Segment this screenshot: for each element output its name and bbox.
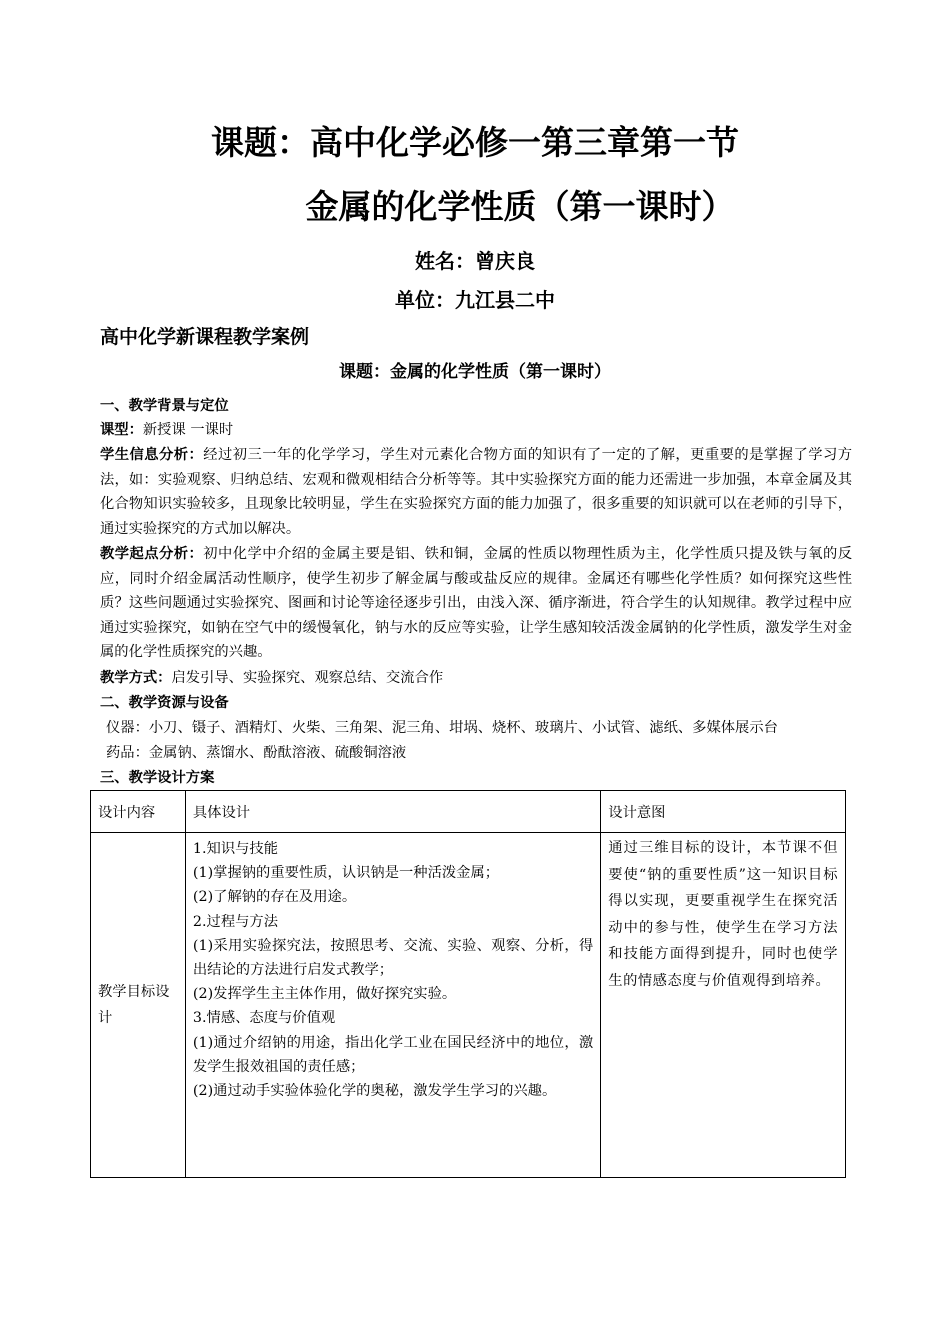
goal-item: (1)采用实验探究法，按照思考、交流、实验、观察、分析，得出结论的方法进行启发式教学； xyxy=(192,937,594,979)
starting-point-analysis xyxy=(100,542,852,665)
starting-point-label: 教学起点分析： xyxy=(100,546,204,562)
teaching-method-text: 启发引导、实验探究、观察总结、交流合作 xyxy=(171,670,444,686)
section1-heading: 一、教学背景与定位 xyxy=(100,398,229,414)
document-title-line2: 金属的化学性质（第一课时） xyxy=(305,187,735,226)
goal-item: 1.知识与技能 xyxy=(192,841,279,857)
student-analysis xyxy=(100,443,852,541)
table-row xyxy=(91,833,846,1178)
table-header-row xyxy=(91,791,846,833)
lesson-type xyxy=(100,418,852,443)
teaching-method-label: 教学方式： xyxy=(100,670,172,686)
goal-item: (2)发挥学生主主体作用，做好探究实验。 xyxy=(192,986,457,1003)
goal-item: (2)了解钠的存在及用途。 xyxy=(192,889,357,906)
goal-items xyxy=(185,833,600,1178)
teaching-method xyxy=(100,666,852,691)
goal-item: (1)掌握钠的重要性质，认识钠是一种活泼金属； xyxy=(192,865,500,882)
goal-item: (1)通过介绍钠的用途，指出化学工业在国民经济中的地位，激发学生报效祖国的责任感； xyxy=(192,1034,594,1075)
goal-item: 2.过程与方法 xyxy=(192,913,279,930)
lesson-title: 课题：金属的化学性质（第一课时） xyxy=(339,362,611,382)
header-specific-design: 具体设计 xyxy=(185,791,600,833)
instruments-list: 仪器：小刀、镊子、酒精灯、火柴、三角架、泥三角、坩埚、烧杯、玻璃片、小试管、滤纸、多媒体展示台 xyxy=(106,720,778,736)
goal-item: (2)通过动手实验体验化学的奥秘，激发学生学习的兴趣。 xyxy=(192,1083,557,1100)
goal-item: 3.情感、态度与价值观 xyxy=(192,1010,336,1027)
lesson-type-label: 课型： xyxy=(100,422,143,438)
student-analysis-label: 学生信息分析： xyxy=(100,447,204,463)
author-name: 姓名：曾庆良 xyxy=(415,249,535,273)
header-design-intent: 设计意图 xyxy=(601,791,846,833)
document-title-line1: 课题：高中化学必修一第三章第一节 xyxy=(211,123,739,162)
chemicals-list: 药品：金属钠、蒸馏水、酚酞溶液、硫酸铜溶液 xyxy=(106,745,407,761)
section3-heading: 三、教学设计方案 xyxy=(100,770,215,786)
section2-heading: 二、教学资源与设备 xyxy=(100,695,229,711)
author-unit: 单位：九江县二中 xyxy=(395,288,555,312)
starting-point-text: 初中化学中介绍的金属主要是铝、铁和铜，金属的性质以物理性质为主，化学性质只提及铁与氧的反应，同时介绍金属活动性顺序，使学生初步了解金属与酸或盐反应的规律。金属还有哪些化学性质？如何探究这些性质？这些问题通过实验探究、图画和讨论等途径逐步引出，由浅入深、循序渐进，符合学生的认知规律。教学过程中应通过实验探究，如钠在空气中的缓慢氧化，钠与水的反应等实验，让学生感知较活泼金属钠的化学性质，激发学生对金属的化学性质探究的兴趣。 xyxy=(100,546,852,660)
case-heading: 高中化学新课程教学案例 xyxy=(100,326,310,348)
lesson-type-value: 新授课 一课时 xyxy=(142,422,234,438)
row-label-goal-design: 教学目标设计 xyxy=(91,833,186,1178)
header-design-content: 设计内容 xyxy=(91,791,186,833)
design-intent-text: 通过三维目标的设计，本节课不但要使“钠的重要性质”这一知识目标得以实现，更要重视学生在探究活动中的参与性，使学生在学习方法和技能方面得到提升，同时也使学生的情感态度与价值观得到培养。 xyxy=(601,833,846,1178)
design-table xyxy=(90,790,846,1178)
student-analysis-text: 经过初三一年的化学学习，学生对元素化合物方面的知识有了一定的了解，更重要的是掌握了学习方法，如：实验观察、归纳总结、宏观和微观相结合分析等等。其中实验探究方面的能力还需进一步加强，本章金属及其化合物知识实验较多，且现象比较明显，学生在实验探究方面的能力加强了，很多重要的知识就可以在老师的引导下，通过实验探究的方式加以解决。 xyxy=(100,447,852,537)
